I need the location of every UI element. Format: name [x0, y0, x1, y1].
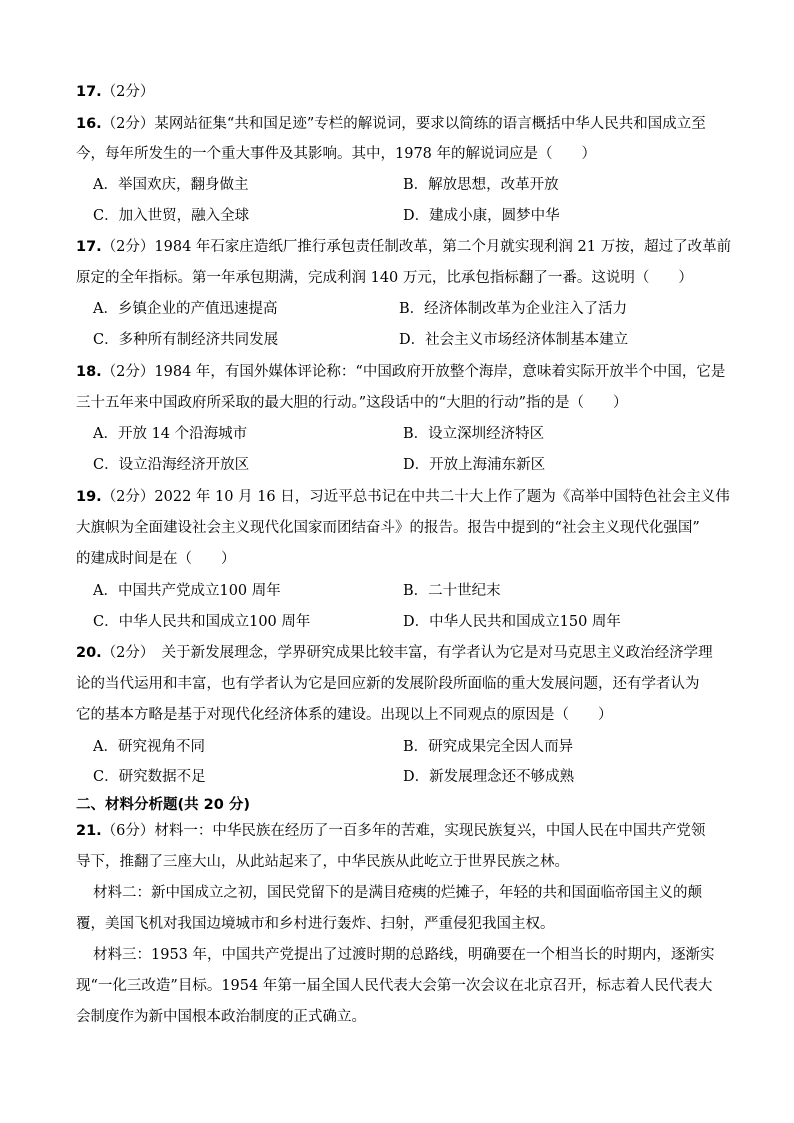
question-21-line-1 [76, 821, 705, 841]
material-3-line-1: 材料三：1953 年，中国共产党提出了过渡时期的总路线，明确要在一个相当长的时期内，逐渐实 [93, 947, 715, 963]
section-heading: 二、材料分析题(共 20 分) [76, 797, 251, 813]
material-2-line-1: 材料二：新中国成立之初，国民党留下的是满目疮痍的烂摊子，年轻的共和国面临帝国主义的颠 [93, 885, 702, 901]
option-c: C．设立沿海经济开放区 [93, 457, 250, 473]
question-18-line-2: 三十五年来中国政府所采取的最大胆的行动。”这段话中的“大胆的行动”指的是（ ） [76, 395, 628, 411]
material-2-line-2: 覆，美国飞机对我国边境城市和乡村进行轰炸、扫射，严重侵犯我国主权。 [76, 916, 555, 932]
question-number: 16. [76, 116, 102, 132]
option-b: B．经济体制改革为企业注入了活力 [399, 301, 628, 317]
question-17-line-1 [76, 237, 731, 257]
option-d: D．社会主义市场经济体制基本建立 [399, 332, 629, 348]
question-text: （6分）材料一：中华民族在经历了一百多年的苦难，实现民族复兴，中国人民在中国共产党领 [101, 823, 706, 839]
question-number: 18. [76, 364, 102, 380]
option-c: C．加入世贸，融入全球 [93, 208, 250, 224]
question-number: 21. [76, 823, 102, 839]
question-number: 17. [76, 239, 102, 255]
question-text: （2分） 关于新发展理念，学界研究成果比较丰富，有学者认为它是对马克思主义政治经济学理 [101, 645, 713, 661]
question-text: （2分）1984 年石家庄造纸厂推行承包责任制改革，第二个月就实现利润 21 万按，超过了改革前 [101, 239, 732, 255]
question-text: （2分）某网站征集“共和国足迹”专栏的解说词，要求以简练的语言概括中华人民共和国成立至 [101, 116, 706, 132]
option-d: D．建成小康，圆梦中华 [403, 208, 560, 224]
question-number: 20. [76, 645, 102, 661]
question-score: （2分） [101, 84, 155, 100]
option-a: A．中国共产党成立100 周年 [93, 583, 281, 599]
option-d: D．中华人民共和国成立150 周年 [403, 614, 621, 630]
question-19-line-3: 的建成时间是在（ ） [76, 551, 236, 567]
option-b: B．设立深圳经济特区 [403, 426, 545, 442]
question-text: （2分）2022 年 10 月 16 日，习近平总书记在中共二十大上作了题为《高举中国特色社会主义伟 [101, 489, 730, 505]
option-b: B．二十世纪末 [403, 583, 501, 599]
question-19-line-1 [76, 487, 730, 507]
option-c: C．研究数据不足 [93, 769, 206, 785]
question-17-header [76, 82, 154, 102]
question-21-line-2: 导下，推翻了三座大山，从此站起来了，中华民族从此屹立于世界民族之林。 [76, 854, 569, 870]
question-17-line-2: 原定的全年指标。第一年承包期满，完成利润 140 万元，比承包指标翻了一番。这说明（ ） [76, 270, 693, 286]
question-20-line-1 [76, 643, 713, 663]
question-text: （2分）1984 年，有国外媒体评论称：“中国政府开放整个海岸，意味着实际开放半个中国，它是 [101, 364, 726, 380]
option-d: D．开放上海浦东新区 [403, 457, 546, 473]
question-19-line-2: 大旗帜为全面建设社会主义现代化国家而团结奋斗》的报告。报告中提到的“社会主义现代化强国” [76, 520, 700, 536]
question-number: 17. [76, 84, 102, 100]
option-d: D．新发展理念还不够成熟 [403, 769, 575, 785]
option-b: B．解放思想，改革开放 [403, 177, 559, 193]
option-b: B．研究成果完全因人而异 [403, 739, 574, 755]
question-20-line-3: 它的基本方略是基于对现代化经济体系的建设。出现以上不同观点的原因是（ ） [76, 707, 613, 723]
question-number: 19. [76, 489, 102, 505]
option-c: C．中华人民共和国成立100 周年 [93, 614, 311, 630]
question-20-line-2: 论的当代运用和丰富，也有学者认为它是回应新的发展阶段所面临的重大发展问题，还有学者认为 [76, 676, 700, 692]
option-c: C．多种所有制经济共同发展 [93, 332, 279, 348]
question-16-line-1 [76, 114, 706, 134]
option-a: A．乡镇企业的产值迅速提高 [93, 301, 278, 317]
material-3-line-3: 会制度作为新中国根本政治制度的正式确立。 [76, 1009, 366, 1025]
option-a: A．开放 14 个沿海城市 [93, 426, 248, 442]
material-3-line-2: 现“一化三改造”目标。1954 年第一届全国人民代表大会第一次会议在北京召开，标志着人民代表大 [76, 978, 713, 994]
option-a: A．研究视角不同 [93, 739, 205, 755]
option-a: A．举国欢庆，翻身做主 [93, 177, 249, 193]
question-18-line-1 [76, 362, 725, 382]
question-16-line-2: 今，每年所发生的一个重大事件及其影响。其中，1978 年的解说词应是（ ） [76, 146, 597, 162]
